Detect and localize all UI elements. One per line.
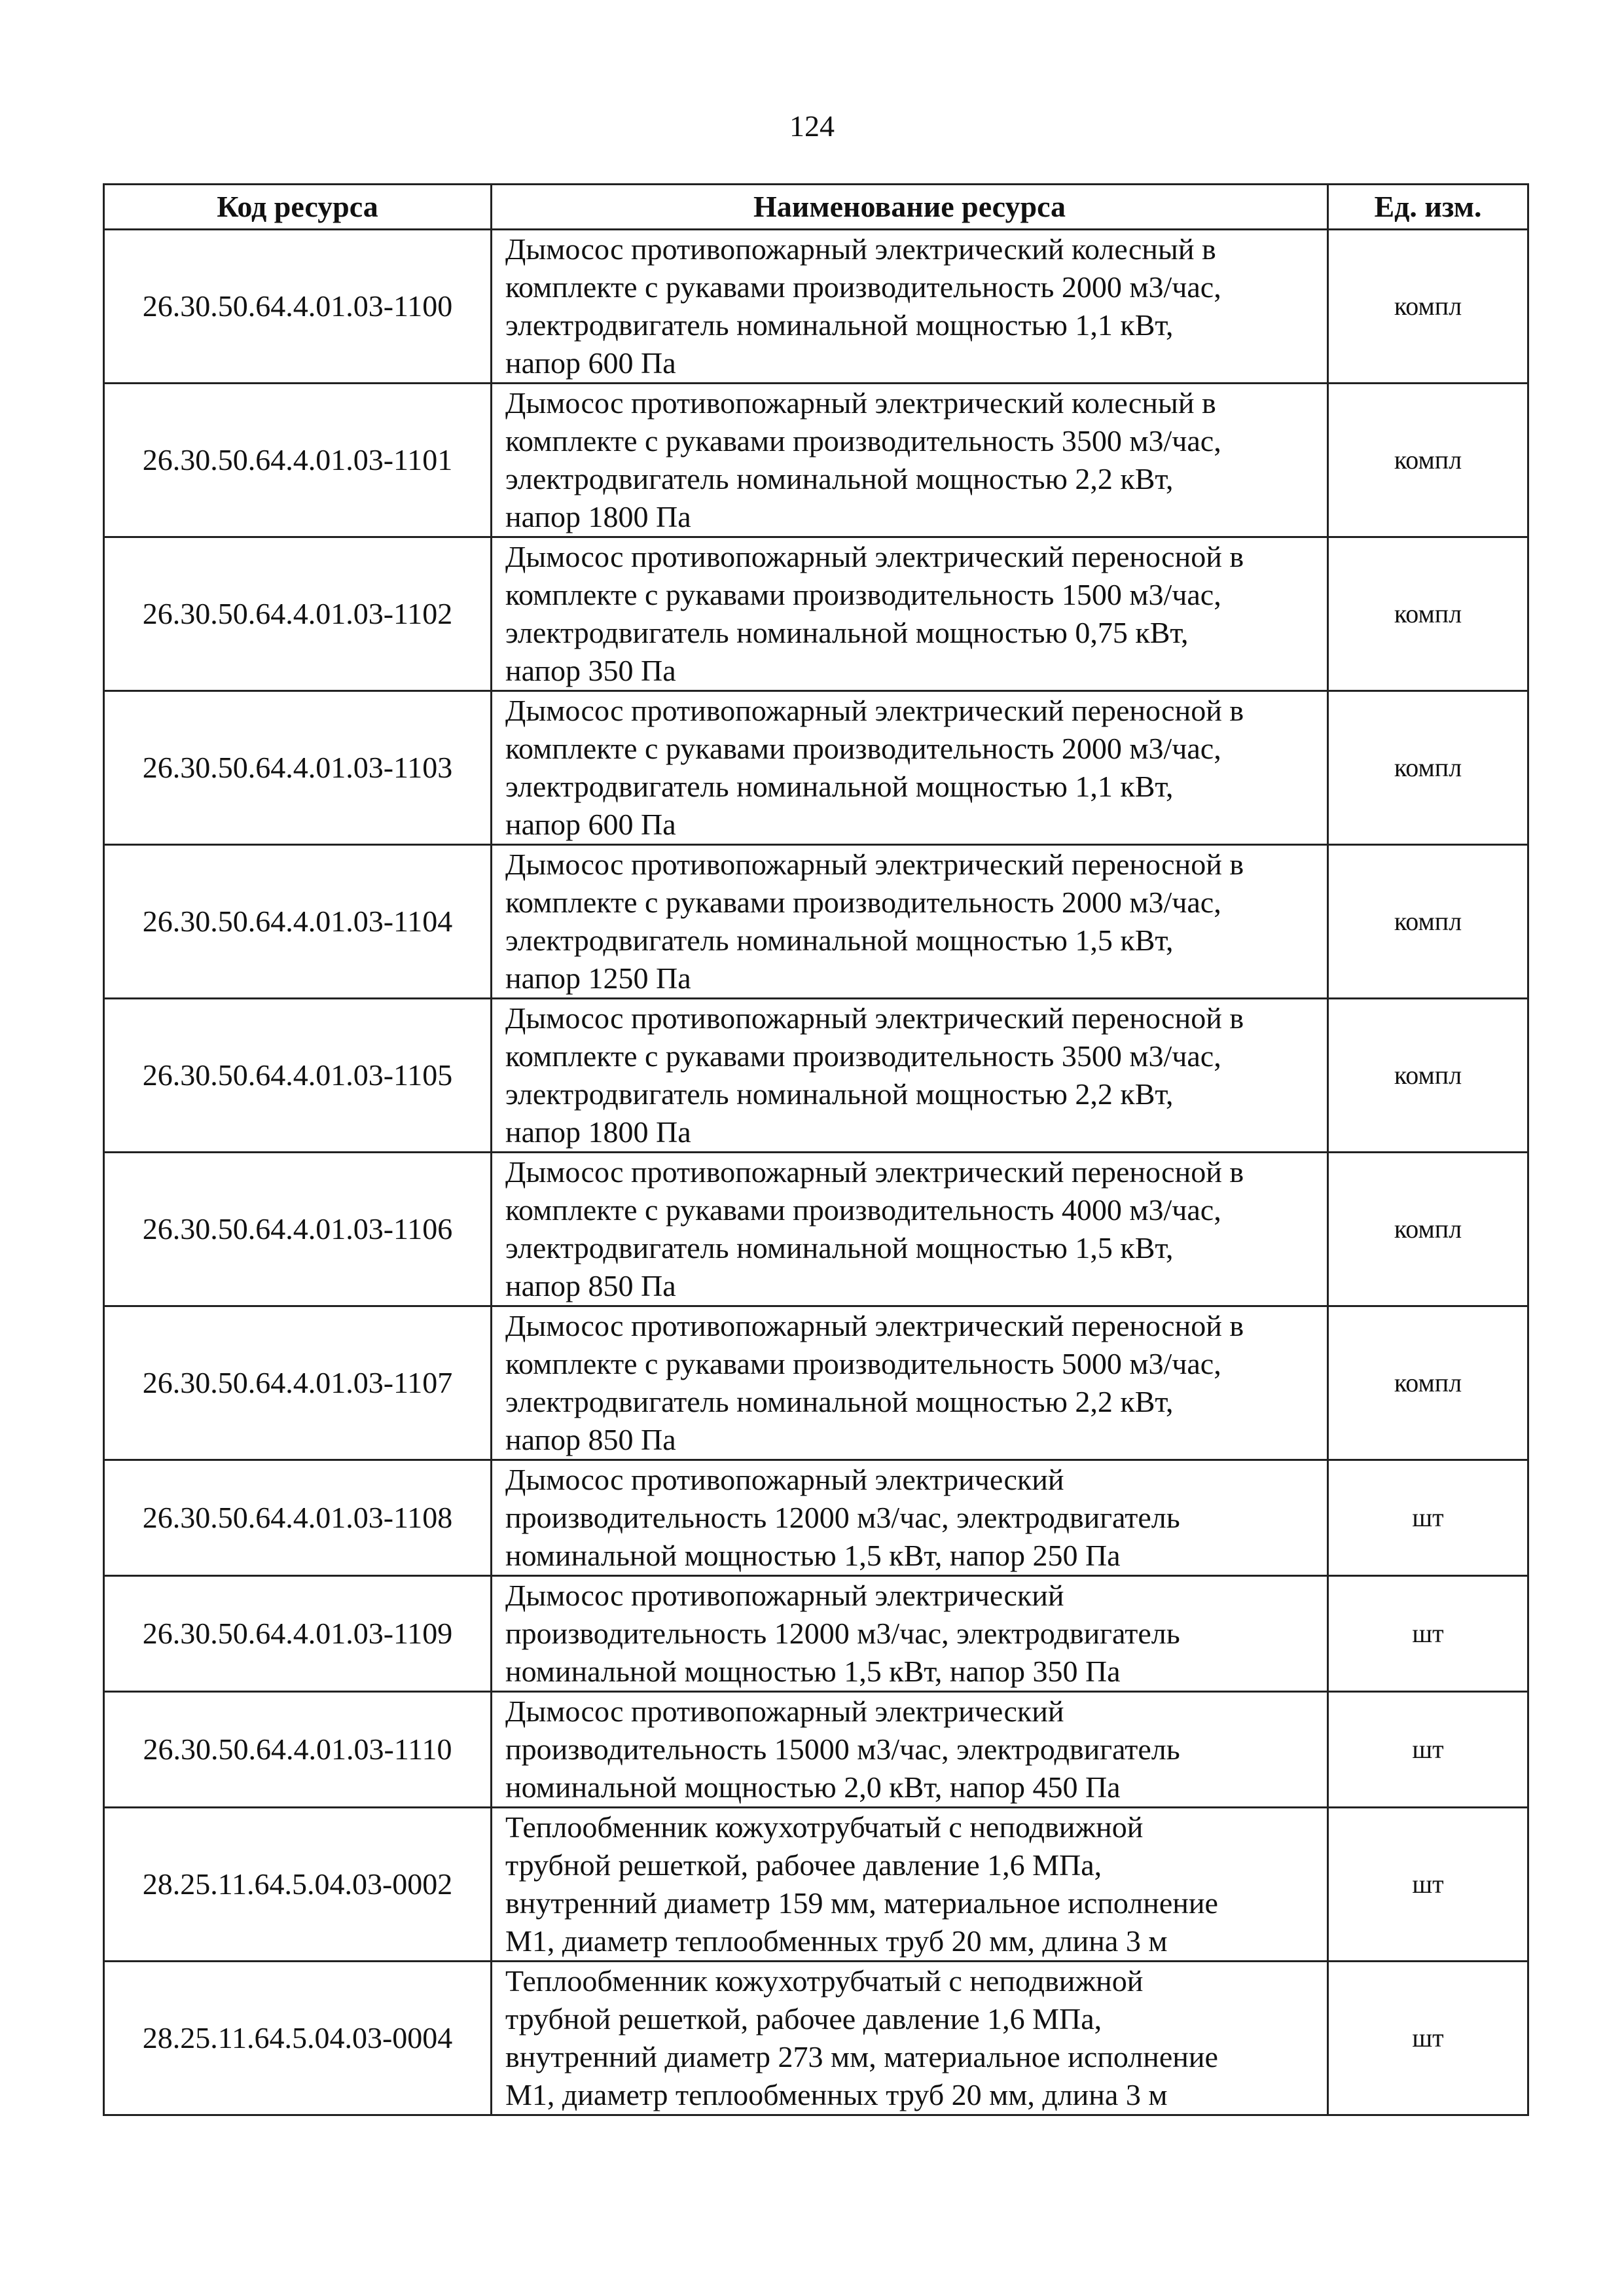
resource-name	[492, 691, 1328, 845]
table-header-row	[104, 185, 1528, 230]
resource-name	[492, 537, 1328, 691]
resource-unit: шт	[1328, 1962, 1528, 2115]
table-row	[104, 999, 1528, 1153]
header-name: Наименование ресурса	[492, 185, 1328, 230]
resource-name-line: производительность 15000 м3/час, электродвигатель	[505, 1732, 1180, 1766]
resource-name-line: комплекте с рукавами производительность 4000 м3/час,	[505, 1193, 1221, 1227]
resource-name-line: внутренний диаметр 159 мм, материальное исполнение	[505, 1886, 1218, 1920]
resource-code: 26.30.50.64.4.01.03-1104	[104, 845, 492, 999]
resource-name-line: напор 1800 Па	[505, 500, 691, 533]
resource-name	[492, 1306, 1328, 1460]
resource-name-line: трубной решеткой, рабочее давление 1,6 МПа,	[505, 1848, 1102, 1882]
resource-table	[103, 183, 1529, 2116]
resource-code: 26.30.50.64.4.01.03-1108	[104, 1460, 492, 1576]
resource-unit: шт	[1328, 1808, 1528, 1962]
resource-code: 26.30.50.64.4.01.03-1107	[104, 1306, 492, 1460]
resource-name-line: электродвигатель номинальной мощностью 2,2 кВт,	[505, 1077, 1174, 1111]
resource-name-line: комплекте с рукавами производительность 2000 м3/час,	[505, 732, 1221, 765]
resource-name-line: комплекте с рукавами производительность 5000 м3/час,	[505, 1347, 1221, 1380]
resource-name-line: Дымосос противопожарный электрический переносной в	[505, 1001, 1244, 1035]
resource-name-line: напор 850 Па	[505, 1423, 676, 1456]
table-row	[104, 1306, 1528, 1460]
resource-name-line: напор 600 Па	[505, 808, 676, 841]
resource-unit: компл	[1328, 845, 1528, 999]
resource-name-line: электродвигатель номинальной мощностью 0,75 кВт,	[505, 616, 1189, 649]
header-unit: Ед. изм.	[1328, 185, 1528, 230]
resource-name-line: номинальной мощностью 1,5 кВт, напор 250 Па	[505, 1539, 1121, 1572]
resource-code: 26.30.50.64.4.01.03-1103	[104, 691, 492, 845]
resource-name-line: М1, диаметр теплообменных труб 20 мм, длина 3 м	[505, 1924, 1168, 1958]
resource-code: 26.30.50.64.4.01.03-1109	[104, 1576, 492, 1692]
resource-unit: компл	[1328, 1153, 1528, 1306]
resource-name-line: Дымосос противопожарный электрический переносной в	[505, 694, 1244, 727]
table-row	[104, 845, 1528, 999]
resource-name	[492, 1692, 1328, 1808]
resource-name	[492, 1460, 1328, 1576]
resource-name-line: Дымосос противопожарный электрический переносной в	[505, 848, 1244, 881]
resource-name-line: производительность 12000 м3/час, электродвигатель	[505, 1617, 1180, 1650]
resource-unit: шт	[1328, 1692, 1528, 1808]
table-row	[104, 1692, 1528, 1808]
resource-unit: компл	[1328, 691, 1528, 845]
table-row	[104, 230, 1528, 384]
resource-name-line: комплекте с рукавами производительность 1500 м3/час,	[505, 578, 1221, 611]
resource-code: 26.30.50.64.4.01.03-1100	[104, 230, 492, 384]
resource-name-line: Теплообменник кожухотрубчатый с неподвижной	[505, 1964, 1144, 1998]
resource-unit: шт	[1328, 1460, 1528, 1576]
table-row	[104, 1460, 1528, 1576]
resource-name-line: Дымосос противопожарный электрический колесный в	[505, 386, 1216, 420]
resource-name	[492, 1576, 1328, 1692]
header-code: Код ресурса	[104, 185, 492, 230]
resource-name-line: Дымосос противопожарный электрический	[505, 1463, 1064, 1496]
resource-unit: компл	[1328, 384, 1528, 537]
resource-name-line: комплекте с рукавами производительность 3500 м3/час,	[505, 1039, 1221, 1073]
resource-name	[492, 845, 1328, 999]
resource-code: 26.30.50.64.4.01.03-1110	[104, 1692, 492, 1808]
resource-name	[492, 384, 1328, 537]
table-row	[104, 1962, 1528, 2115]
table-row	[104, 1808, 1528, 1962]
resource-name	[492, 1153, 1328, 1306]
resource-name-line: комплекте с рукавами производительность 3500 м3/час,	[505, 424, 1221, 457]
resource-name-line: электродвигатель номинальной мощностью 2,2 кВт,	[505, 462, 1174, 495]
resource-name-line: комплекте с рукавами производительность 2000 м3/час,	[505, 270, 1221, 304]
resource-name-line: Дымосос противопожарный электрический переносной в	[505, 1155, 1244, 1189]
resource-name-line: электродвигатель номинальной мощностью 1,1 кВт,	[505, 308, 1174, 342]
resource-code: 26.30.50.64.4.01.03-1102	[104, 537, 492, 691]
resource-name-line: напор 850 Па	[505, 1269, 676, 1302]
resource-name-line: Дымосос противопожарный электрический колесный в	[505, 232, 1216, 266]
table-body	[104, 230, 1528, 2115]
resource-name-line: Дымосос противопожарный электрический переносной в	[505, 1309, 1244, 1342]
resource-code: 28.25.11.64.5.04.03-0004	[104, 1962, 492, 2115]
resource-name-line: напор 350 Па	[505, 654, 676, 687]
resource-name	[492, 1962, 1328, 2115]
resource-code: 28.25.11.64.5.04.03-0002	[104, 1808, 492, 1962]
resource-name-line: Теплообменник кожухотрубчатый с неподвижной	[505, 1810, 1144, 1844]
resource-name-line: электродвигатель номинальной мощностью 2,2 кВт,	[505, 1385, 1174, 1418]
resource-code: 26.30.50.64.4.01.03-1106	[104, 1153, 492, 1306]
resource-name-line: электродвигатель номинальной мощностью 1,5 кВт,	[505, 1231, 1174, 1265]
resource-name-line: номинальной мощностью 2,0 кВт, напор 450 Па	[505, 1770, 1121, 1804]
resource-name-line: электродвигатель номинальной мощностью 1,1 кВт,	[505, 770, 1174, 803]
table-row	[104, 384, 1528, 537]
resource-name-line: производительность 12000 м3/час, электродвигатель	[505, 1501, 1180, 1534]
resource-name	[492, 230, 1328, 384]
resource-name-line: напор 600 Па	[505, 346, 676, 380]
table-row	[104, 1153, 1528, 1306]
page-number: 124	[789, 109, 835, 143]
resource-name-line: напор 1250 Па	[505, 961, 691, 995]
resource-unit: шт	[1328, 1576, 1528, 1692]
resource-name	[492, 1808, 1328, 1962]
resource-name-line: Дымосос противопожарный электрический переносной в	[505, 540, 1244, 573]
resource-code: 26.30.50.64.4.01.03-1105	[104, 999, 492, 1153]
resource-name	[492, 999, 1328, 1153]
resource-unit: компл	[1328, 999, 1528, 1153]
table-row	[104, 537, 1528, 691]
table-row	[104, 1576, 1528, 1692]
resource-name-line: Дымосос противопожарный электрический	[505, 1695, 1064, 1728]
resource-name-line: Дымосос противопожарный электрический	[505, 1579, 1064, 1612]
table-row	[104, 691, 1528, 845]
resource-name-line: комплекте с рукавами производительность 2000 м3/час,	[505, 886, 1221, 919]
resource-code: 26.30.50.64.4.01.03-1101	[104, 384, 492, 537]
resource-name-line: трубной решеткой, рабочее давление 1,6 МПа,	[505, 2002, 1102, 2036]
resource-name-line: номинальной мощностью 1,5 кВт, напор 350 Па	[505, 1655, 1121, 1688]
resource-unit: компл	[1328, 1306, 1528, 1460]
resource-unit: компл	[1328, 537, 1528, 691]
resource-name-line: М1, диаметр теплообменных труб 20 мм, длина 3 м	[505, 2078, 1168, 2111]
resource-unit: компл	[1328, 230, 1528, 384]
resource-name-line: электродвигатель номинальной мощностью 1,5 кВт,	[505, 924, 1174, 957]
resource-name-line: напор 1800 Па	[505, 1115, 691, 1149]
resource-name-line: внутренний диаметр 273 мм, материальное исполнение	[505, 2040, 1218, 2073]
